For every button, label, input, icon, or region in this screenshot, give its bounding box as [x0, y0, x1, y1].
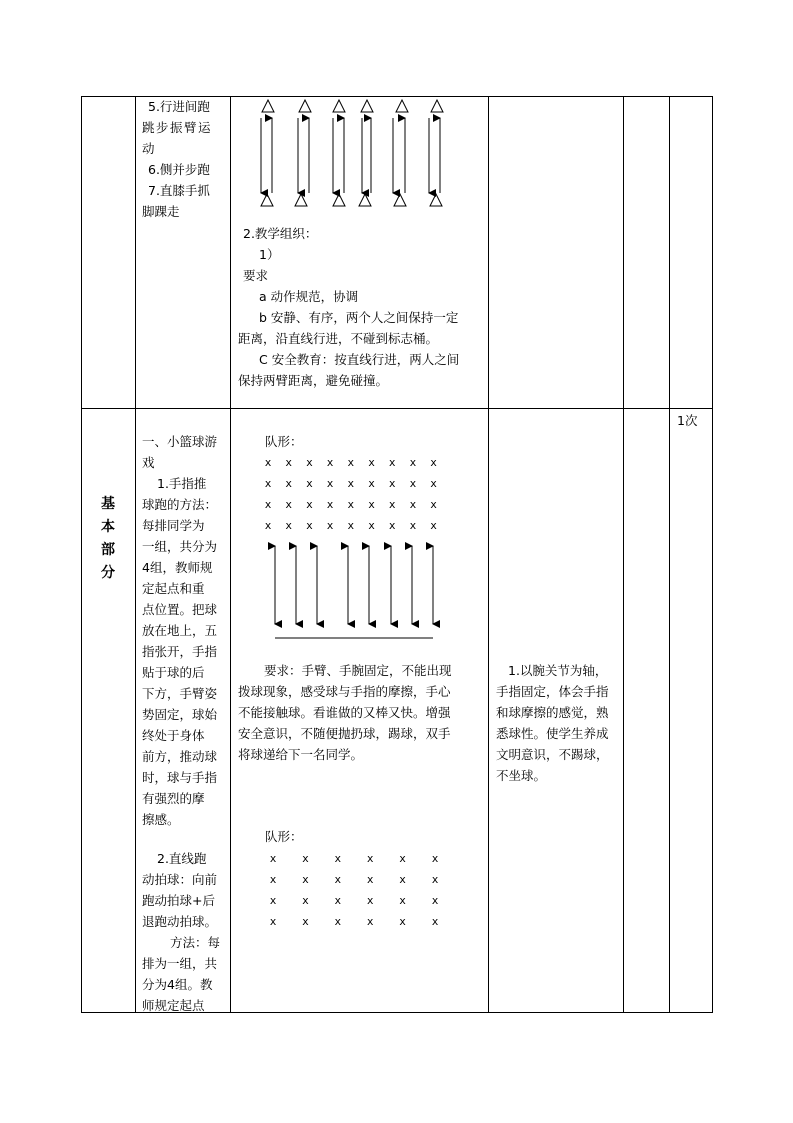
row2-content-line: 分为4组。教: [142, 977, 213, 992]
student-mark: x: [368, 456, 375, 469]
row1-content-line: 6.侧并步跑: [148, 162, 210, 177]
row2-requirement: 将球递给下一名同学。: [238, 747, 364, 762]
student-mark: x: [399, 852, 406, 865]
formation-label: 队形：: [265, 434, 303, 449]
triangle-marker: [261, 194, 273, 206]
section-title-char: 本: [101, 519, 115, 535]
row2-content-line: 排为一组，共: [142, 956, 218, 971]
requirement-a: a 动作规范，协调: [259, 289, 359, 304]
student-mark: x: [302, 894, 309, 907]
formation-grid-1: [260, 452, 460, 542]
triangle-marker: [295, 194, 307, 206]
student-activity: 手指固定，体会手指: [496, 684, 609, 699]
row2-content-line: 一、小篮球游: [142, 434, 218, 449]
row2-content-line: 1.手指推: [157, 476, 207, 491]
triangle-marker: [299, 100, 311, 112]
row2-content-line: 动拍球：向前: [142, 872, 218, 887]
column-divider-3: [488, 96, 489, 1013]
student-activity: 悉球性。使学生养成: [496, 726, 609, 741]
row2-content-line: 贴于球的后: [142, 665, 205, 680]
section-title-char: 分: [101, 565, 115, 581]
row2-content-line: 师规定起点: [142, 998, 205, 1013]
student-mark: x: [368, 519, 375, 532]
student-mark: x: [306, 477, 313, 490]
student-mark: x: [285, 456, 293, 469]
student-mark: x: [366, 915, 374, 928]
student-mark: x: [306, 519, 313, 532]
student-mark: x: [431, 852, 439, 865]
row2-content-line: 4组，教师规: [142, 560, 213, 575]
student-mark: x: [366, 852, 374, 865]
row2-content-line: 下方，手臂姿: [142, 686, 218, 701]
student-mark: x: [264, 498, 272, 511]
row2-content-line: 退跑动拍球。: [142, 914, 218, 929]
student-mark: x: [264, 519, 272, 532]
student-mark: x: [366, 894, 374, 907]
row2-content-line: 定起点和重: [142, 581, 205, 596]
student-mark: x: [285, 498, 293, 511]
triangle-marker: [333, 194, 345, 206]
row1-content-line: 脚踝走: [142, 204, 180, 219]
student-mark: x: [334, 915, 342, 928]
repeat-count: 1次: [677, 413, 698, 428]
student-activity: 不坐球。: [496, 768, 547, 783]
triangle-marker: [431, 100, 443, 112]
student-mark: x: [347, 498, 355, 511]
student-mark: x: [285, 477, 293, 490]
row2-content-line: 每排同学为: [142, 518, 205, 533]
student-mark: x: [430, 477, 437, 490]
row2-content-line: 球跑的方法：: [142, 497, 218, 512]
student-mark: x: [430, 456, 437, 469]
dribble-arrows-diagram: [265, 540, 445, 650]
row2-content-line: 2.直线跑: [157, 851, 207, 866]
student-mark: x: [388, 456, 396, 469]
student-mark: x: [399, 873, 406, 886]
triangle-marker: [394, 194, 406, 206]
student-mark: x: [409, 519, 417, 532]
student-mark: x: [431, 894, 439, 907]
student-mark: x: [269, 915, 277, 928]
row2-content-line: 戏: [142, 455, 155, 470]
student-mark: x: [326, 456, 334, 469]
student-mark: x: [388, 477, 396, 490]
row2-content-line: 点位置。把球: [142, 602, 218, 617]
row1-content-line: 动: [142, 141, 155, 156]
column-divider-5: [669, 96, 670, 1013]
row2-requirement: 安全意识，不随便抛扔球，踢球，双手: [238, 726, 451, 741]
row2-content-line: 放在地上，五: [142, 623, 218, 638]
student-mark: x: [264, 456, 272, 469]
student-mark: x: [306, 456, 313, 469]
triangle-marker: [262, 100, 274, 112]
column-divider-4: [623, 96, 624, 1013]
row2-content-line: 时，球与手指: [142, 770, 218, 785]
student-mark: x: [334, 873, 342, 886]
student-mark: x: [430, 519, 437, 532]
triangle-marker: [361, 100, 373, 112]
section-title-char: 基: [101, 496, 115, 512]
student-mark: x: [306, 498, 313, 511]
student-mark: x: [366, 873, 374, 886]
student-mark: x: [334, 894, 342, 907]
student-mark: x: [302, 915, 309, 928]
section-title-char: 部: [101, 542, 115, 558]
student-mark: x: [326, 477, 334, 490]
row2-content-line: 一组，共分为: [142, 539, 218, 554]
row1-content-line: 7.直膝手抓: [148, 183, 210, 198]
requirement-b: b 安静、有序，两个人之间保持一定: [259, 310, 459, 325]
student-mark: x: [409, 498, 417, 511]
student-mark: x: [326, 498, 334, 511]
row2-content-line: 指张开，手指: [142, 644, 218, 659]
row2-content-line: 前方，推动球: [142, 749, 218, 764]
student-mark: x: [430, 498, 437, 511]
student-mark: x: [302, 852, 309, 865]
student-mark: x: [326, 519, 334, 532]
student-activity: 1.以腕关节为轴，: [508, 663, 608, 678]
student-mark: x: [368, 498, 375, 511]
student-mark: x: [431, 873, 439, 886]
row2-content-line: 终处于身体: [142, 728, 205, 743]
organization-item: 1）: [259, 247, 280, 262]
student-mark: x: [409, 456, 417, 469]
formation-label: 队形：: [265, 829, 303, 844]
column-divider-2: [230, 96, 231, 1013]
student-mark: x: [431, 915, 439, 928]
row2-content-line: 擦感。: [142, 812, 180, 827]
movement-diagram: [240, 98, 470, 208]
student-mark: x: [264, 477, 272, 490]
student-mark: x: [399, 915, 406, 928]
border-left: [81, 96, 82, 1013]
student-mark: x: [302, 873, 309, 886]
student-mark: x: [269, 894, 277, 907]
student-mark: x: [285, 519, 293, 532]
student-activity: 和球摩擦的感觉，熟: [496, 705, 609, 720]
requirement-c: 保持两臂距离，避免碰撞。: [238, 373, 389, 388]
row2-content-line: 方法：每: [170, 935, 221, 950]
row2-content-line: 有强烈的摩: [142, 791, 205, 806]
column-divider-1: [135, 96, 136, 1013]
student-mark: x: [347, 456, 355, 469]
student-mark: x: [368, 477, 375, 490]
student-mark: x: [409, 477, 417, 490]
requirement-b: 距离，沿直线行进，不碰到标志桶。: [238, 331, 439, 346]
border-right: [712, 96, 713, 1013]
triangle-marker: [430, 194, 442, 206]
row2-requirement: 不能接触球。看谁做的又棒又快。增强: [238, 705, 451, 720]
student-mark: x: [347, 477, 355, 490]
student-activity: 文明意识，不踢球，: [496, 747, 609, 762]
row-divider: [81, 408, 713, 409]
row2-content-line: 势固定，球始: [142, 707, 218, 722]
student-mark: x: [269, 873, 277, 886]
row2-requirement: 拨球现象，感受球与手指的摩擦，手心: [238, 684, 451, 699]
row1-content-line: 5.行进间跑: [148, 99, 210, 114]
student-mark: x: [399, 894, 406, 907]
formation-grid-2: [260, 848, 460, 938]
requirement-title: 要求: [243, 268, 269, 283]
student-mark: x: [269, 852, 277, 865]
requirement-c: C 安全教育：按直线行进，两人之间: [259, 352, 460, 367]
row2-content-line: 跑动拍球+后: [142, 893, 215, 908]
student-mark: x: [347, 519, 355, 532]
triangle-marker: [359, 194, 371, 206]
row1-content-line: 跳步振臂运: [142, 120, 213, 135]
student-mark: x: [334, 852, 342, 865]
row2-requirement: 要求：手臂、手腕固定，不能出现: [264, 663, 452, 678]
organization-title: 2.教学组织：: [243, 226, 318, 241]
triangle-marker: [333, 100, 345, 112]
student-mark: x: [388, 498, 396, 511]
student-mark: x: [388, 519, 396, 532]
triangle-marker: [396, 100, 408, 112]
